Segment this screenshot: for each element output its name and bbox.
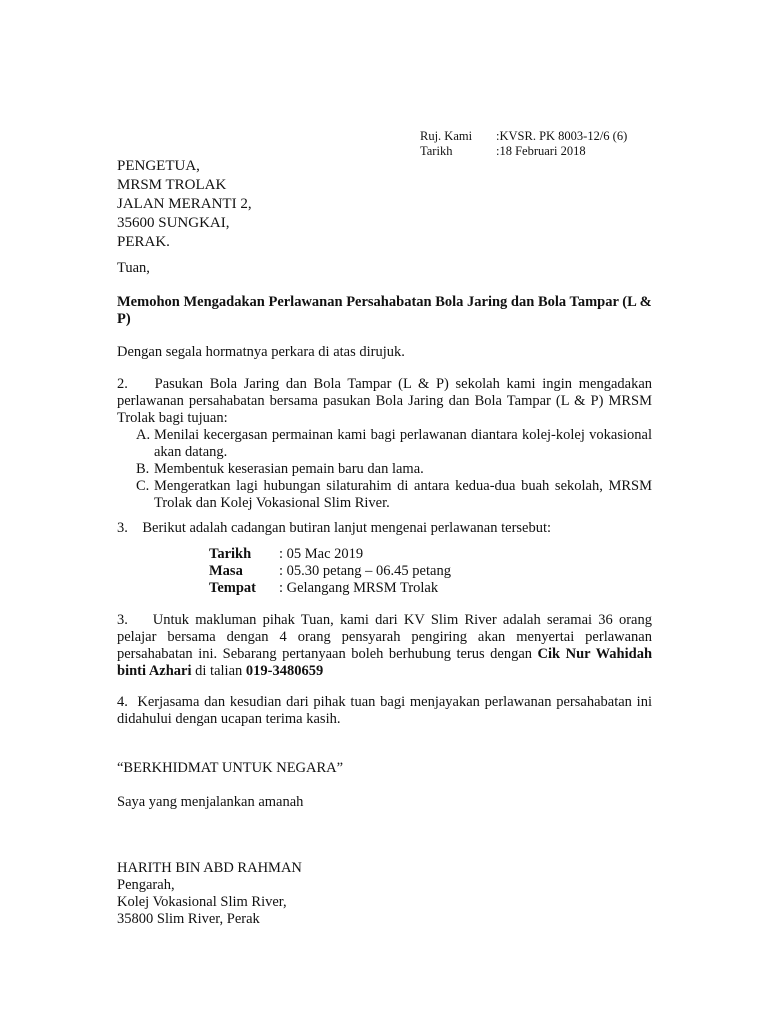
contact-phone: 019-3480659 bbox=[245, 663, 324, 679]
reference-block bbox=[420, 129, 627, 159]
subject-line: Memohon Mengadakan Perlawanan Persahabatan Bola Jaring dan Bola Tampar (L & P) bbox=[117, 294, 652, 327]
para3b-text-b: di talian bbox=[191, 663, 246, 679]
para3b-text-a: 3. Untuk makluman pihak Tuan, kami dari KV Slim River adalah seramai 36 orang pelajar bersama dengan 4 orang pensyarah pengiring akan menyertai perlawanan persahabatan ini. Sebarang pertanyaan boleh berhubung terus dengan bbox=[117, 612, 652, 662]
recipient-line: JALAN MERANTI 2, bbox=[117, 196, 252, 212]
list-text: Membentuk keserasian pemain baru dan lama. bbox=[154, 461, 424, 477]
reference-row bbox=[420, 129, 627, 144]
list-item bbox=[136, 427, 652, 461]
recipient-line: PERAK. bbox=[117, 234, 170, 250]
recipient-line: 35600 SUNGKAI, bbox=[117, 215, 230, 231]
detail-row-time bbox=[209, 563, 451, 580]
detail-value: : Gelangang MRSM Trolak bbox=[279, 580, 439, 596]
detail-label: Masa bbox=[209, 563, 243, 579]
signatory-address: 35800 Slim River, Perak bbox=[117, 911, 260, 927]
motto: “BERKHIDMAT UNTUK NEGARA” bbox=[117, 760, 344, 776]
detail-label: Tarikh bbox=[209, 546, 252, 562]
detail-row-date bbox=[209, 546, 451, 563]
detail-value: : 05.30 petang – 06.45 petang bbox=[279, 563, 451, 579]
paragraph-2: 2. Pasukan Bola Jaring dan Bola Tampar (L & P) sekolah kami ingin mengadakan perlawanan persahabatan bersama pasukan Bola Jaring dan Bola Tampar (L & P) MRSM Trolak bagi tujuan: bbox=[117, 376, 652, 426]
detail-row-venue bbox=[209, 580, 451, 597]
paragraph-3b bbox=[117, 612, 652, 680]
match-details bbox=[209, 546, 451, 597]
list-item bbox=[136, 478, 652, 512]
recipient-line: PENGETUA, bbox=[117, 158, 200, 174]
list-text: Menilai kecergasan permainan kami bagi perlawanan diantara kolej-kolej vokasional akan datang. bbox=[154, 427, 652, 460]
recipient-line: MRSM TROLAK bbox=[117, 177, 227, 193]
paragraph-3: 3. Berikut adalah cadangan butiran lanjut mengenai perlawanan tersebut: bbox=[117, 520, 552, 536]
closing-phrase: Saya yang menjalankan amanah bbox=[117, 794, 304, 810]
opening-sentence: Dengan segala hormatnya perkara di atas dirujuk. bbox=[117, 344, 405, 360]
tarikh-value: :18 Februari 2018 bbox=[496, 144, 586, 158]
contact-name: Cik Nur Wahidah binti Azhari bbox=[117, 646, 653, 679]
ruj-value: :KVSR. PK 8003-12/6 (6) bbox=[496, 129, 628, 143]
detail-label: Tempat bbox=[209, 580, 256, 596]
recipient-address bbox=[117, 157, 652, 252]
ruj-label: Ruj. Kami bbox=[420, 129, 473, 143]
signatory-title: Pengarah, bbox=[117, 877, 175, 893]
salutation: Tuan, bbox=[117, 260, 150, 276]
paragraph-4: 4. Kerjasama dan kesudian dari pihak tuan bagi menjayakan perlawanan persahabatan ini didahului dengan ucapan terima kasih. bbox=[117, 694, 652, 727]
signature-block bbox=[117, 860, 652, 928]
signatory-org: Kolej Vokasional Slim River, bbox=[117, 894, 287, 910]
list-marker: A. bbox=[136, 427, 151, 443]
list-marker: B. bbox=[136, 461, 150, 477]
list-item bbox=[136, 461, 652, 478]
signatory-name: HARITH BIN ABD RAHMAN bbox=[117, 860, 302, 876]
purpose-list bbox=[136, 427, 652, 512]
tarikh-label: Tarikh bbox=[420, 144, 453, 158]
detail-value: : 05 Mac 2019 bbox=[279, 546, 364, 562]
list-text: Mengeratkan lagi hubungan silaturahim di antara kedua-dua buah sekolah, MRSM Trolak dan Kolej Vokasional Slim River. bbox=[154, 478, 652, 511]
list-marker: C. bbox=[136, 478, 150, 494]
